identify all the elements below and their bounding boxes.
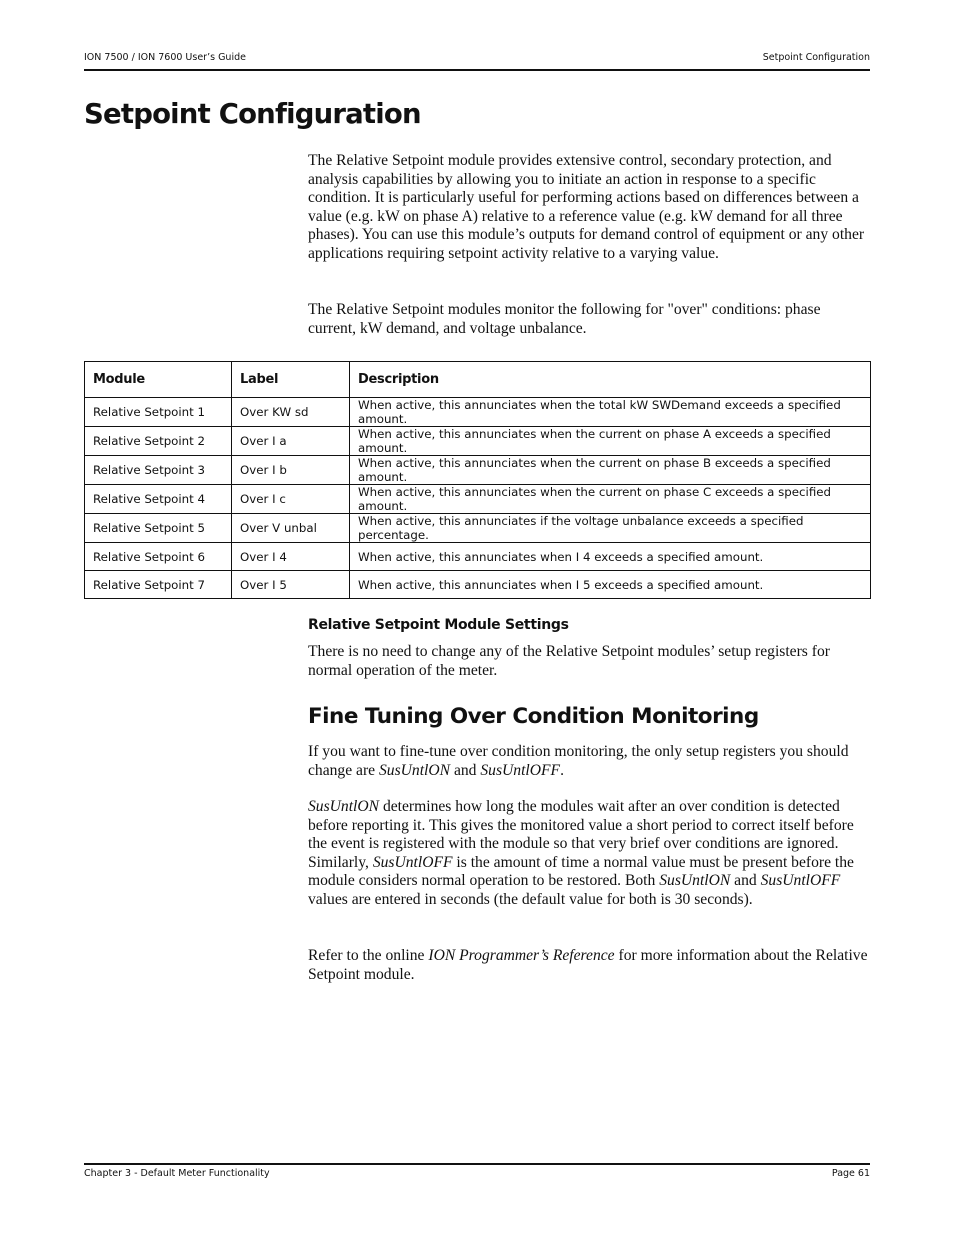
cell-module: Relative Setpoint 7 (85, 571, 232, 599)
footer-chapter: Chapter 3 - Default Meter Functionality (84, 1168, 270, 1179)
footer-page-number: Page 61 (831, 1168, 870, 1179)
cell-label: Over I 4 (232, 543, 350, 571)
cell-label: Over KW sd (232, 398, 350, 427)
table-row (85, 571, 871, 599)
fine-tuning-paragraph-2: SusUntlON determines how long the modules wait after an over condition is detected before reporting it. This gives the monitored value a short period to correct itself before the event is registered with the module so that very brief over conditions are ignored. Similarly, SusUntlOFF is the amount of time a normal value must be present before the module considers normal operation to be restored. Both SusUntlON and SusUntlOFF values are entered in seconds (the default value for both is 30 seconds). (308, 798, 854, 908)
page-header (84, 52, 870, 70)
cell-label: Over V unbal (232, 514, 350, 543)
register-name: SusUntlON (379, 761, 451, 779)
header-guide-title: ION 7500 / ION 7600 User’s Guide (84, 52, 246, 63)
cell-description: When active, this annunciates if the voltage unbalance exceeds a specified percentage. (350, 514, 871, 543)
setpoint-table (84, 361, 871, 599)
cell-label: Over I a (232, 427, 350, 456)
register-name: SusUntlOFF (760, 872, 841, 890)
settings-heading: Relative Setpoint Module Settings (308, 617, 569, 633)
header-section-title: Setpoint Configuration (762, 52, 870, 63)
cell-module: Relative Setpoint 6 (85, 543, 232, 571)
register-name: SusUntlOFF (372, 853, 453, 871)
register-name: SusUntlON (308, 798, 380, 815)
footer-rule (84, 1163, 870, 1165)
register-name: SusUntlON (659, 872, 731, 890)
cell-label: Over I 5 (232, 571, 350, 599)
page-footer (84, 1168, 870, 1184)
settings-paragraph: There is no need to change any of the Relative Setpoint modules’ setup registers for normal operation of the meter. (308, 643, 830, 679)
cell-description: When active, this annunciates when the current on phase B exceeds a specified amount. (350, 456, 871, 485)
register-name: SusUntlOFF (480, 761, 561, 779)
fine-tuning-paragraph-1: If you want to fine-tune over condition monitoring, the only setup registers you should change are SusUntlON and SusUntlOFF. (308, 743, 849, 779)
cell-label: Over I c (232, 485, 350, 514)
reference-title: ION Programmer’s Reference (428, 947, 615, 964)
intro-paragraph-2: The Relative Setpoint modules monitor the following for "over" conditions: phase current, kW demand, and voltage unbalance. (308, 301, 821, 337)
fine-tuning-paragraph-3: Refer to the online ION Programmer’s Reference for more information about the Relative Setpoint module. (308, 947, 868, 983)
cell-description: When active, this annunciates when the current on phase A exceeds a specified amount. (350, 427, 871, 456)
cell-module: Relative Setpoint 3 (85, 456, 232, 485)
table-row (85, 485, 871, 514)
table-row (85, 514, 871, 543)
cell-module: Relative Setpoint 1 (85, 398, 232, 427)
col-header-label: Label (232, 362, 350, 398)
cell-description: When active, this annunciates when I 5 exceeds a specified amount. (350, 571, 871, 599)
col-header-description: Description (350, 362, 871, 398)
cell-module: Relative Setpoint 2 (85, 427, 232, 456)
cell-description: When active, this annunciates when the total kW SWDemand exceeds a specified amount. (350, 398, 871, 427)
page-title: Setpoint Configuration (84, 98, 421, 130)
cell-module: Relative Setpoint 5 (85, 514, 232, 543)
intro-paragraph-1: The Relative Setpoint module provides extensive control, secondary protection, and analysis capabilities by allowing you to initiate an action in response to a specific condition. It is particularly useful for performing actions based on differences between a value (e.g. kW on phase A) relative to a reference value (e.g. kW demand for all three phases). You can use this module’s outputs for demand control of equipment or any other applications requiring setpoint activity relative to a varying value. (308, 152, 865, 262)
fine-tuning-heading: Fine Tuning Over Condition Monitoring (308, 704, 759, 729)
col-header-module: Module (85, 362, 232, 398)
cell-module: Relative Setpoint 4 (85, 485, 232, 514)
table-row (85, 398, 871, 427)
table-row (85, 543, 871, 571)
header-rule (84, 69, 870, 71)
cell-description: When active, this annunciates when I 4 exceeds a specified amount. (350, 543, 871, 571)
cell-label: Over I b (232, 456, 350, 485)
cell-description: When active, this annunciates when the current on phase C exceeds a specified amount. (350, 485, 871, 514)
table-row (85, 456, 871, 485)
table-row (85, 427, 871, 456)
table-header-row (85, 362, 871, 398)
